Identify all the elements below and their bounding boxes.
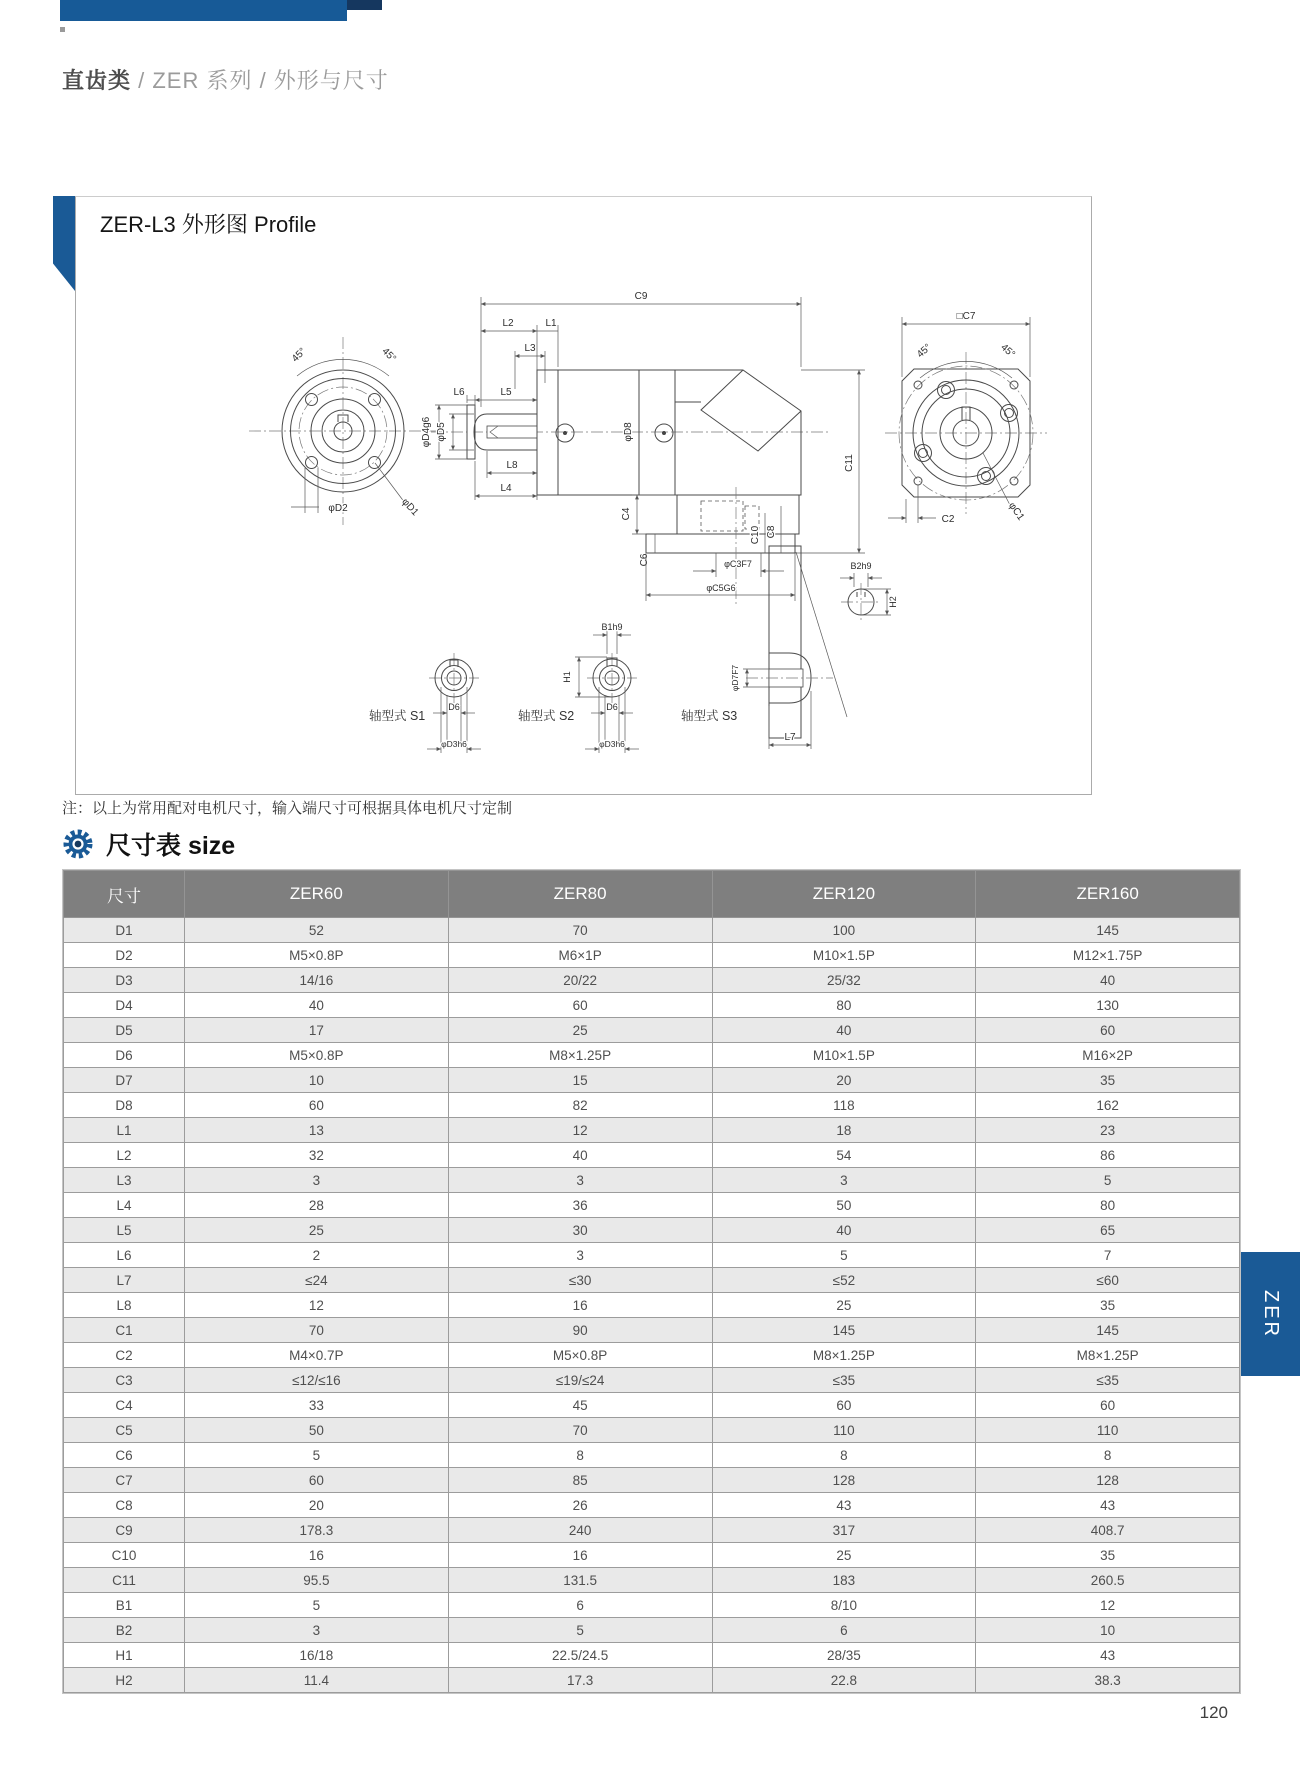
table-row [64,1068,1240,1093]
value-cell: ≤24 [185,1268,449,1293]
dim-label-l4: L4 [500,483,512,494]
value-cell: 22.5/24.5 [448,1643,712,1668]
value-cell: 45 [448,1393,712,1418]
breadcrumb-category: 直齿类 [62,68,132,93]
rear-flange-view [885,311,1047,525]
dim-label-d6-s1: D6 [448,702,460,712]
table-row [64,968,1240,993]
dim-label-c8: C8 [766,525,777,539]
value-cell: 26 [448,1493,712,1518]
value-cell: 3 [712,1168,976,1193]
table-row [64,1118,1240,1143]
shaft-type-s1-label: 轴型式 S1 [369,709,426,723]
dim-label-c6: C6 [639,553,650,567]
value-cell: 8/10 [712,1593,976,1618]
row-header-cell: L8 [64,1293,185,1318]
table-row [64,1468,1240,1493]
value-cell: 25 [448,1018,712,1043]
row-header-cell: C7 [64,1468,185,1493]
value-cell: M10×1.5P [712,1043,976,1068]
value-cell: ≤35 [712,1368,976,1393]
row-header-cell: C1 [64,1318,185,1343]
table-header-cell: ZER80 [448,871,712,918]
size-table-heading [62,826,235,862]
profile-technical-drawing [76,197,1091,794]
value-cell: M8×1.25P [712,1343,976,1368]
row-header-cell: H2 [64,1668,185,1693]
value-cell: M16×2P [976,1043,1240,1068]
row-header-cell: L4 [64,1193,185,1218]
value-cell: ≤30 [448,1268,712,1293]
table-row [64,1593,1240,1618]
row-header-cell: B2 [64,1618,185,1643]
profile-box [75,196,1092,795]
row-header-cell: C8 [64,1493,185,1518]
value-cell: M8×1.25P [448,1043,712,1068]
value-cell: 40 [712,1018,976,1043]
value-cell: 60 [185,1468,449,1493]
row-header-cell: D6 [64,1043,185,1068]
row-header-cell: D4 [64,993,185,1018]
dim-label-l6: L6 [453,387,465,398]
value-cell: 15 [448,1068,712,1093]
row-header-cell: C11 [64,1568,185,1593]
dim-label-c3: φC3F7 [724,559,752,569]
value-cell: 25 [712,1543,976,1568]
value-cell: 80 [712,993,976,1018]
value-cell: 13 [185,1118,449,1143]
size-table-body [64,918,1240,1693]
gear-icon [62,828,94,860]
series-side-tab-label: ZER [1260,1289,1282,1339]
value-cell: 32 [185,1143,449,1168]
dim-label-l1: L1 [545,318,557,329]
dim-label-c7: □C7 [956,311,976,322]
value-cell: 183 [712,1568,976,1593]
value-cell: 5 [976,1168,1240,1193]
dim-label-l5: L5 [500,387,512,398]
value-cell: 28/35 [712,1643,976,1668]
table-row [64,1668,1240,1693]
row-header-cell: D3 [64,968,185,993]
value-cell: 40 [712,1218,976,1243]
value-cell: 70 [448,918,712,943]
value-cell: 16 [448,1293,712,1318]
value-cell: 35 [976,1068,1240,1093]
value-cell: M4×0.7P [185,1343,449,1368]
value-cell: 43 [976,1493,1240,1518]
value-cell: 43 [976,1643,1240,1668]
row-header-cell: D5 [64,1018,185,1043]
value-cell: 36 [448,1193,712,1218]
key-detail-view [840,561,898,621]
value-cell: 22.8 [712,1668,976,1693]
header-bar-blue [60,0,347,21]
value-cell: 8 [712,1443,976,1468]
value-cell: 95.5 [185,1568,449,1593]
dim-label-c9: C9 [634,291,648,302]
value-cell: 35 [976,1543,1240,1568]
value-cell: 128 [712,1468,976,1493]
table-row [64,1643,1240,1668]
value-cell: 5 [712,1243,976,1268]
value-cell: 60 [976,1393,1240,1418]
dim-label-d5: φD5 [436,422,447,442]
dim-label-d2: φD2 [328,503,348,514]
value-cell: 25/32 [712,968,976,993]
value-cell: M5×0.8P [185,1043,449,1068]
value-cell: ≤60 [976,1268,1240,1293]
value-cell: 5 [185,1443,449,1468]
value-cell: 86 [976,1143,1240,1168]
value-cell: 6 [448,1593,712,1618]
value-cell: 100 [712,918,976,943]
value-cell: 260.5 [976,1568,1240,1593]
value-cell: 17.3 [448,1668,712,1693]
value-cell: 3 [185,1168,449,1193]
shaft-type-s1-view [369,653,481,753]
page-number: 120 [1199,1703,1228,1722]
value-cell: 18 [712,1118,976,1143]
profile-accent-ribbon [53,196,75,291]
value-cell: M10×1.5P [712,943,976,968]
value-cell: 20/22 [448,968,712,993]
dim-label-c1: φC1 [1006,500,1027,523]
value-cell: 14/16 [185,968,449,993]
header-tick [60,27,65,32]
value-cell: 40 [976,968,1240,993]
value-cell: 60 [448,993,712,1018]
value-cell: 5 [448,1618,712,1643]
value-cell: 40 [185,993,449,1018]
dim-label-l2: L2 [502,318,514,329]
row-header-cell: L3 [64,1168,185,1193]
row-header-cell: B1 [64,1593,185,1618]
row-header-cell: D8 [64,1093,185,1118]
value-cell: 60 [976,1018,1240,1043]
value-cell: ≤19/≤24 [448,1368,712,1393]
value-cell: ≤35 [976,1368,1240,1393]
value-cell: 50 [712,1193,976,1218]
breadcrumb [62,64,389,95]
value-cell: 54 [712,1143,976,1168]
row-header-cell: L7 [64,1268,185,1293]
value-cell: 16 [185,1543,449,1568]
value-cell: 6 [712,1618,976,1643]
table-row [64,918,1240,943]
value-cell: 162 [976,1093,1240,1118]
row-header-cell: C3 [64,1368,185,1393]
row-header-cell: C9 [64,1518,185,1543]
dim-label-d3-s2: φD3h6 [599,739,625,749]
value-cell: 3 [448,1243,712,1268]
dim-label-angle-left1: 45° [289,345,309,365]
value-cell: 43 [712,1493,976,1518]
table-header-cell: ZER120 [712,871,976,918]
value-cell: M8×1.25P [976,1343,1240,1368]
table-row [64,1393,1240,1418]
profile-note: 注：以上为常用配对电机尺寸，输入端尺寸可根据具体电机尺寸定制 [62,800,513,817]
shaft-type-s3-label: 轴型式 S3 [681,709,738,723]
value-cell: 10 [976,1618,1240,1643]
dim-label-l7: L7 [784,732,796,743]
dim-label-h2: H2 [888,596,898,608]
dim-label-angle-left2: 45° [379,345,399,365]
row-header-cell: C6 [64,1443,185,1468]
value-cell: 20 [185,1493,449,1518]
value-cell: 82 [448,1093,712,1118]
value-cell: 25 [712,1293,976,1318]
value-cell: 110 [712,1418,976,1443]
table-header-cell: 尺寸 [64,871,185,918]
row-header-cell: L1 [64,1118,185,1143]
value-cell: 110 [976,1418,1240,1443]
table-row [64,1418,1240,1443]
value-cell: 145 [712,1318,976,1343]
value-cell: 60 [712,1393,976,1418]
dim-label-l8: L8 [506,460,518,471]
dim-label-b1: B1h9 [601,622,623,632]
series-side-tab [1241,1252,1300,1376]
value-cell: 8 [448,1443,712,1468]
row-header-cell: L6 [64,1243,185,1268]
table-row [64,1218,1240,1243]
value-cell: 240 [448,1518,712,1543]
value-cell: 131.5 [448,1568,712,1593]
table-row [64,1043,1240,1068]
value-cell: 145 [976,1318,1240,1343]
dim-label-d4: φD4g6 [421,416,432,448]
row-header-cell: L5 [64,1218,185,1243]
value-cell: 118 [712,1093,976,1118]
value-cell: 16 [448,1543,712,1568]
dim-label-c4: C4 [621,507,632,521]
value-cell: 12 [448,1118,712,1143]
value-cell: 50 [185,1418,449,1443]
value-cell: 3 [448,1168,712,1193]
table-header-cell: ZER60 [185,871,449,918]
breadcrumb-rest: / ZER 系列 / 外形与尺寸 [131,68,389,93]
table-row [64,1243,1240,1268]
row-header-cell: D1 [64,918,185,943]
table-row [64,1368,1240,1393]
value-cell: 90 [448,1318,712,1343]
size-table [63,870,1240,1693]
dim-label-h1: H1 [562,671,572,683]
value-cell: ≤12/≤16 [185,1368,449,1393]
table-row [64,1543,1240,1568]
dim-label-b2: B2h9 [850,561,872,571]
value-cell: 12 [185,1293,449,1318]
table-row [64,1318,1240,1343]
value-cell: 17 [185,1018,449,1043]
value-cell: 408.7 [976,1518,1240,1543]
side-view [421,291,865,717]
value-cell: 317 [712,1518,976,1543]
table-header-cell: ZER160 [976,871,1240,918]
row-header-cell: C2 [64,1343,185,1368]
value-cell: M5×0.8P [185,943,449,968]
row-header-cell: H1 [64,1643,185,1668]
value-cell: 10 [185,1068,449,1093]
row-header-cell: L2 [64,1143,185,1168]
table-row [64,1568,1240,1593]
table-row [64,1343,1240,1368]
value-cell: 7 [976,1243,1240,1268]
value-cell: 178.3 [185,1518,449,1543]
value-cell: 11.4 [185,1668,449,1693]
value-cell: 28 [185,1193,449,1218]
dim-label-d8: φD8 [623,422,634,442]
value-cell: 25 [185,1218,449,1243]
value-cell: 52 [185,918,449,943]
value-cell: 5 [185,1593,449,1618]
table-row [64,1443,1240,1468]
table-row [64,1268,1240,1293]
value-cell: M5×0.8P [448,1343,712,1368]
table-row [64,1018,1240,1043]
shaft-type-s3-view [681,546,833,749]
value-cell: 20 [712,1068,976,1093]
table-row [64,1618,1240,1643]
dim-label-angle-right1: 45° [915,341,934,361]
table-header-row [64,871,1240,918]
dim-label-d6-s2: D6 [606,702,618,712]
table-row [64,1493,1240,1518]
row-header-cell: D2 [64,943,185,968]
value-cell: 80 [976,1193,1240,1218]
table-row [64,1293,1240,1318]
profile-title: ZER-L3 外形图 Profile [100,212,317,237]
value-cell: 130 [976,993,1240,1018]
value-cell: 70 [448,1418,712,1443]
table-row [64,1143,1240,1168]
value-cell: 70 [185,1318,449,1343]
value-cell: 8 [976,1443,1240,1468]
value-cell: 65 [976,1218,1240,1243]
dim-label-d1: φD1 [399,496,421,519]
size-table-head [64,871,1240,918]
value-cell: 12 [976,1593,1240,1618]
value-cell: 16/18 [185,1643,449,1668]
dim-label-l3: L3 [524,343,536,354]
table-row [64,993,1240,1018]
row-header-cell: C10 [64,1543,185,1568]
table-row [64,1168,1240,1193]
value-cell: 33 [185,1393,449,1418]
value-cell: 145 [976,918,1240,943]
dim-label-angle-right2: 45° [998,341,1017,361]
row-header-cell: C5 [64,1418,185,1443]
dim-label-c2: C2 [941,514,955,525]
value-cell: M6×1P [448,943,712,968]
size-table-title: 尺寸表 size [106,832,236,860]
table-row [64,1518,1240,1543]
row-header-cell: D7 [64,1068,185,1093]
dim-label-d3-s1: φD3h6 [441,739,467,749]
value-cell: 85 [448,1468,712,1493]
value-cell: M12×1.75P [976,943,1240,968]
value-cell: 38.3 [976,1668,1240,1693]
table-row [64,943,1240,968]
value-cell: 128 [976,1468,1240,1493]
shaft-type-s2-view [518,622,639,753]
value-cell: ≤52 [712,1268,976,1293]
dim-label-d7: φD7F7 [730,664,740,692]
value-cell: 60 [185,1093,449,1118]
dim-label-c5: φC5G6 [706,583,736,593]
front-flange-view [249,337,437,525]
dim-label-c11: C11 [844,454,855,472]
row-header-cell: C4 [64,1393,185,1418]
value-cell: 2 [185,1243,449,1268]
value-cell: 40 [448,1143,712,1168]
value-cell: 23 [976,1118,1240,1143]
value-cell: 3 [185,1618,449,1643]
table-row [64,1193,1240,1218]
value-cell: 30 [448,1218,712,1243]
shaft-type-s2-label: 轴型式 S2 [518,709,575,723]
value-cell: 35 [976,1293,1240,1318]
dim-label-c10: C10 [750,525,761,545]
table-row [64,1093,1240,1118]
